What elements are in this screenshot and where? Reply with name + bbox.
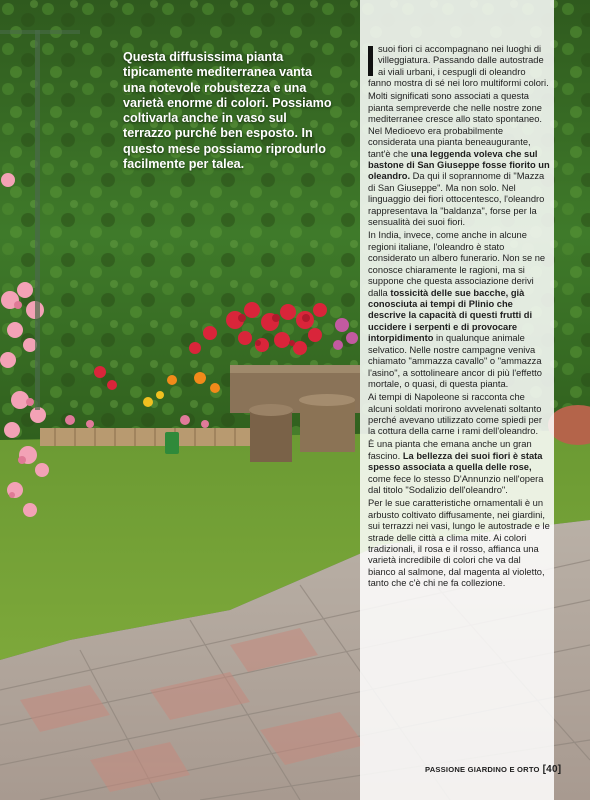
article-p5-highlight: La bellezza dei suoi fiori è stata spesso associata a quella delle rose, (368, 450, 543, 473)
article-p5-part-a: È una pianta che emana anche un gran fascino. (368, 439, 532, 461)
article-body (368, 44, 550, 591)
article-p3-highlight: tossicità delle sue bacche, già conosciuta ai tempi di Plinio che descrive la capacità di questi frutti di uccidere i serpenti e di provocare intorpidimento (368, 287, 533, 344)
article-paragraph-3 (368, 230, 550, 390)
magazine-name: PASSIONE GIARDINO E ORTO (425, 765, 540, 774)
article-p5-part-c: come fece lo stesso D'Annunzio nell'opera dal titolo "Sodalizio dell'oleandro". (368, 473, 544, 496)
article-p2-part-c: Da qui il soprannome di "Mazza di San Giuseppe". Ma non solo. Nel linguaggio dei fiori ottocentesco, l'oleandro rappresentava la "baldanza", forse per la sensualità dei suoi fiori. (368, 171, 545, 228)
intro-text: Questa diffusissima pianta tipicamente mediterranea vanta una notevole robustezza e una varietà enorme di colori. Possiamo coltivarla anche in vaso sul terrazzo purché ben esposto. In questo mese possiamo riprodurlo facilmente per talea. (123, 50, 332, 172)
article-p2-part-a: Molti significati sono associati a questa pianta sempreverde che nelle nostre zone mediterranee cresce allo stato spontaneo. Nel Medioevo era probabilmente considerata una pianta beneaugurante, tant'è che (368, 91, 543, 159)
page-number: [40] (542, 764, 562, 775)
article-p2-highlight: una leggenda voleva che sul bastone di San Giuseppe fosse fiorito un oleandro. (368, 148, 550, 182)
article-paragraph-1 (368, 44, 550, 90)
article-p3-part-a: In India, invece, come anche in alcune regioni italiane, l'oleandro è stato considerato un albero funerario. Non se ne conosce chiaramente le ragioni, ma si suppone che questa associazione derivi dalla (368, 230, 546, 298)
article-paragraph-2 (368, 91, 550, 228)
article-paragraph-4: Ai tempi di Napoleone si racconta che alcuni soldati morirono avvelenati soltanto perché avevano utilizzato come spiedi per la cottura della carne i rami dell'oleandro. (368, 392, 542, 437)
article-p3-part-c: in qualunque animale selvatico. Nelle nostre campagne veniva chiamato "ammazza cavallo" o "ammazza l'asino", a sottolineare ancor di più l'effetto mortale, o quasi, di questa pianta. (368, 333, 542, 390)
page-footer (425, 764, 561, 775)
article-paragraph-5 (368, 439, 550, 496)
article-paragraph-6: Per le sue caratteristiche ornamentali è un arbusto coltivato diffusamente, nei giardini, sui terrazzi nei vasi, lungo le autostrade e le strade delle città a clima mite. Ai colori tradizionali, il rosa e il rosso, affianca una varietà incredibile di colori che va dal bianco al salmone, dal magenta al violetto, tanto che c'è chi ne fa collezione. (368, 498, 550, 589)
article-paragraph-1-text: suoi fiori ci accompagnano nei luoghi di villeggiatura. Passando dalle autostrade ai viali urbani, i cespugli di oleandro fanno mostra di sé nei loro multiformi colori. (368, 44, 549, 89)
dropcap-marker (368, 46, 373, 76)
